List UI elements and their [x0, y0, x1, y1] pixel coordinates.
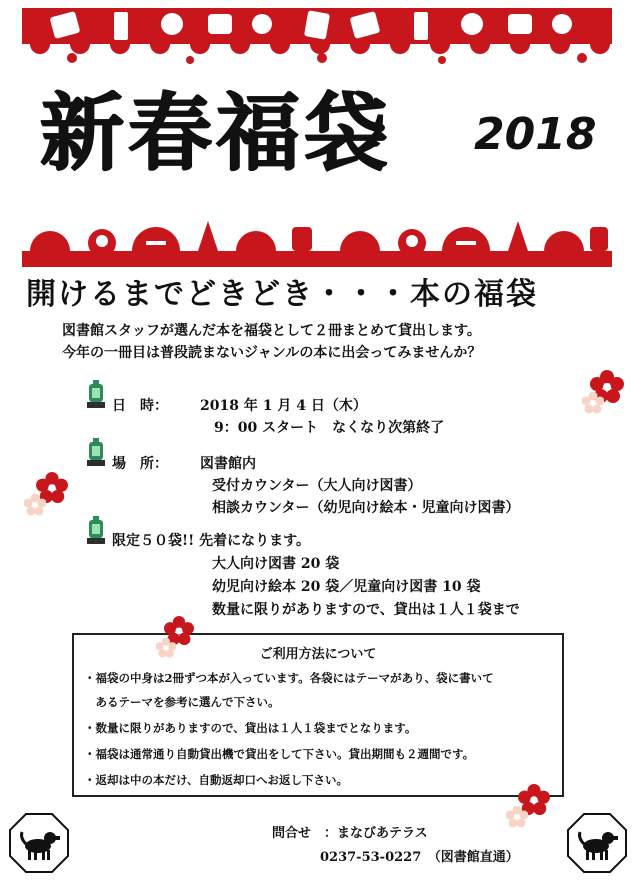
contact-label: 問合せ ：まなびあテラス: [272, 826, 428, 841]
top-ornament-banner: [22, 8, 612, 66]
datetime-time: 9：00 スタート なくなり次第終了: [214, 420, 445, 436]
limit-adult: 大人向け図書 20 袋: [212, 556, 340, 572]
datetime-date: 2018 年 1 月 4 日（木）: [200, 398, 367, 414]
subtitle: 開けるまでどきどき・・・本の福袋: [26, 277, 538, 312]
lantern-icon: [86, 438, 106, 468]
place-label: 場 所：: [112, 456, 168, 472]
place-counter-1: 受付カウンター（大人向け図書）: [212, 478, 422, 494]
place-counter-2: 相談カウンター（幼児向け絵本・児童向け図書）: [212, 500, 520, 516]
title-year: 2018: [474, 109, 597, 160]
plum-blossom-icon: [156, 638, 176, 658]
datetime-label: 日 時：: [112, 398, 168, 414]
plum-blossom-icon: [582, 392, 604, 414]
limit-kids: 幼児向け絵本 20 袋／児童向け図書 10 袋: [212, 579, 481, 595]
intro-line-1: 図書館スタッフが選んだ本を福袋として２冊まとめて貸出します。: [62, 323, 481, 339]
plum-blossom-icon: [506, 806, 528, 828]
title-block: [40, 78, 600, 188]
dog-emblem-icon: [8, 812, 70, 874]
contact-phone: 0237-53-0227 （図書館直通）: [320, 850, 519, 865]
plum-blossom-icon: [24, 494, 46, 516]
usage-box: [72, 633, 564, 797]
lantern-icon: [86, 380, 106, 410]
dog-emblem-icon: [566, 812, 628, 874]
lantern-icon: [86, 516, 106, 546]
middle-ornament-banner: [22, 207, 612, 267]
limit-headline: 限定５０袋!! 先着になります。: [112, 533, 311, 549]
place-venue: 図書館内: [200, 456, 256, 472]
main-title: 新春福袋: [40, 83, 393, 182]
usage-title: ご利用方法について: [259, 647, 377, 662]
usage-item-1b: あるテーマを参考に選んで下さい。: [84, 695, 280, 709]
usage-item-1a: ・福袋の中身は2冊ずつ本が入っています。各袋にはテーマがあり、袋に書いて: [84, 671, 494, 685]
usage-item-4: ・返却は中の本だけ、自動返却口へお返し下さい。: [84, 773, 349, 787]
limit-note: 数量に限りがありますので、貸出は１人１袋まで: [212, 602, 520, 618]
usage-item-2: ・数量に限りがありますので、貸出は１人１袋までとなります。: [84, 721, 417, 735]
intro-text: [62, 320, 602, 364]
usage-item-3: ・福袋は通常通り自動貸出機で貸出をして下さい。貸出期間も２週間です。: [84, 747, 475, 761]
intro-line-2: 今年の一冊目は普段読まないジャンルの本に出会ってみませんか？: [62, 345, 482, 361]
